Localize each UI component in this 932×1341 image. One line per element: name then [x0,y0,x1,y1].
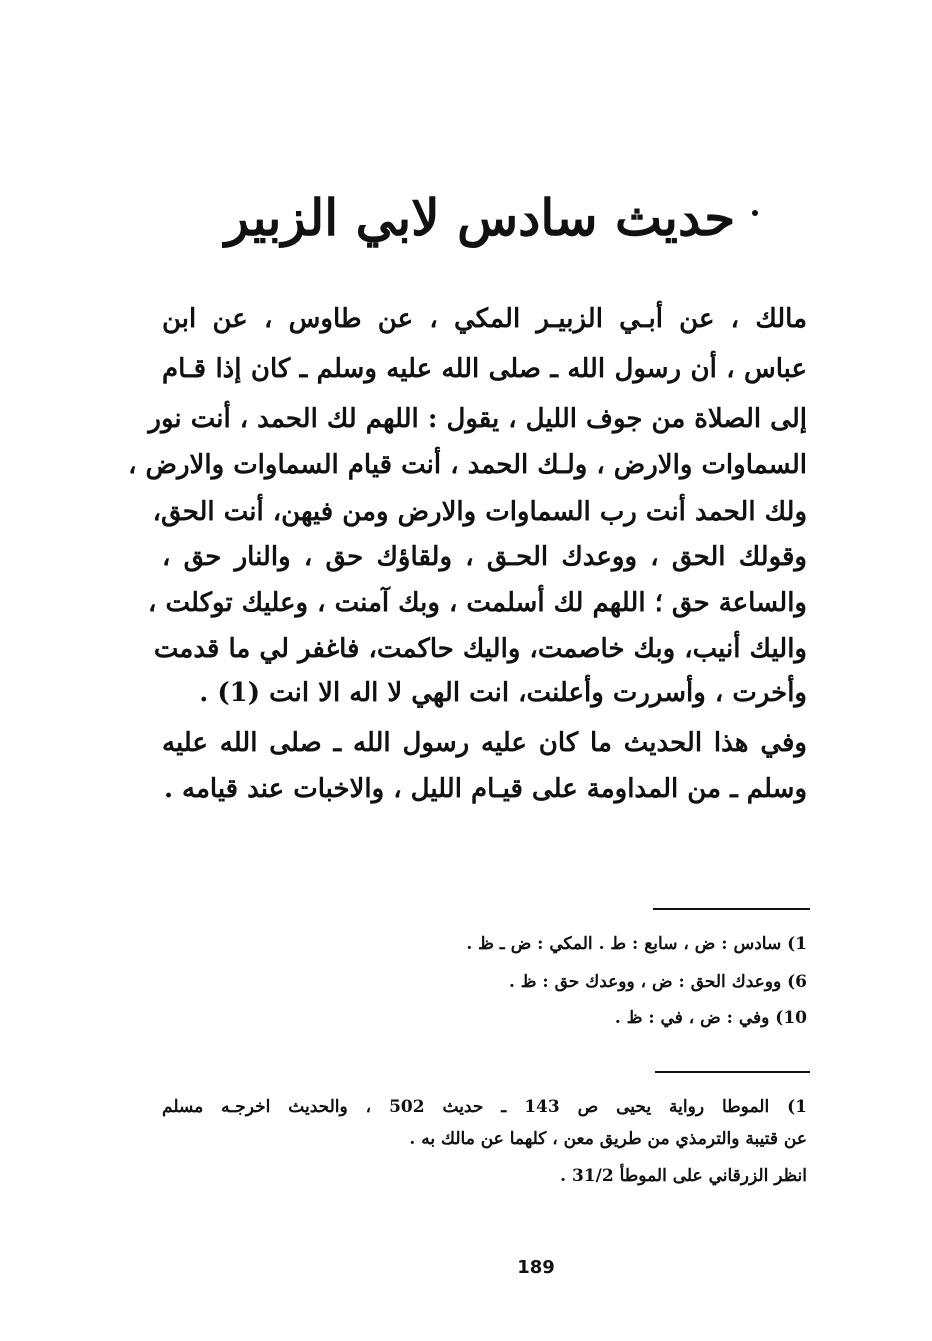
footnote-line: عن قتيبة والترمذي من طريق معن ، كلهما عن مالك به . [409,1129,807,1149]
body-line: السماوات والارض ، ولـك الحمد ، أنت قيام السماوات والارض ، [128,450,807,480]
variant-notes-rule [653,908,810,910]
body-line: مالك ، عن أبـي الزبيـر المكي ، عن طاوس ، عن ابن [162,304,807,334]
body-line: واليك أنيب، وبك خاصمت، واليك حاكمت، فاغفر لي ما قدمت [153,634,807,664]
footnote-line: 1) الموطا رواية يحيى ص 143 ـ حديث 502 ، والحديث اخرجـه مسلم [162,1097,808,1117]
variant-note: 6) ووعدك الحق : ض ، ووعدك حق : ظ . [508,972,807,992]
body-line: إلى الصلاة من جوف الليل ، يقول : اللهم لك الحمد ، أنت نور [148,404,807,434]
body-line: ولك الحمد أنت رب السماوات والارض ومن فيهن، أنت الحق، [152,497,807,527]
body-line: وأخرت ، وأسررت وأعلنت، انت الهي لا اله الا انت (1) . [199,678,807,708]
body-line: والساعة حق ؛ اللهم لك أسلمت ، وبك آمنت ، وعليك توكلت ، [148,588,807,618]
variant-note: 1) سادس : ض ، سابع : ط . المكي : ض ـ ظ . [466,934,807,954]
footnotes-rule [655,1071,810,1073]
body-line: وفي هذا الحديث ما كان عليه رسول الله ـ صلى الله عليه [162,728,807,758]
chapter-title: حديث سادس لابي الزبير [224,188,736,247]
body-line: وسلم ـ من المداومة على قيـام الليل ، والاخبات عند قيامه . [163,774,807,804]
body-line: وقولك الحق ، ووعدك الحـق ، ولقاؤك حق ، والنار حق ، [162,542,807,572]
variant-note: 10) وفي : ض ، في : ظ . [614,1008,807,1028]
body-line: عباس ، أن رسول الله ـ صلى الله عليه وسلم ـ كان إذا قـام [162,354,807,384]
page-number: 189 [517,1257,555,1278]
footnote-line: انظر الزرقاني على الموطأ 31/2 . [560,1166,807,1186]
